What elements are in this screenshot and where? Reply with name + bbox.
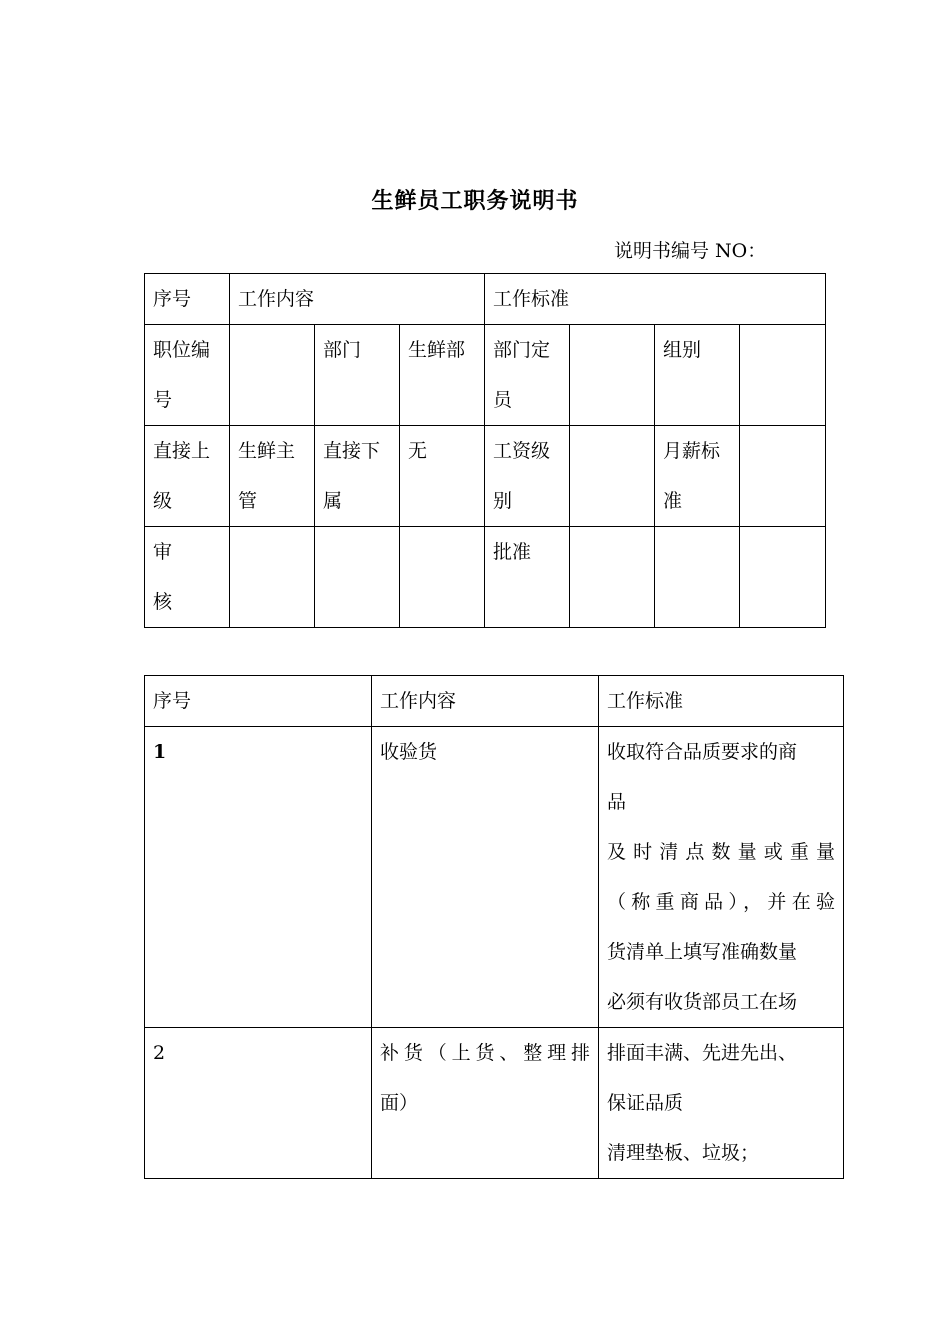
duty-standard: 排面丰满、先进先出、 保证品质 清理垫板、垃圾；	[599, 1028, 844, 1179]
t1-position-code-value	[230, 325, 315, 426]
t1-approval-value	[570, 527, 655, 628]
duty-content: 补货（上货、整理排 面）	[372, 1028, 599, 1179]
t1-supervisor-value: 生鲜主 管	[230, 426, 315, 527]
t1-salary-grade-value	[570, 426, 655, 527]
t1-department-label: 部门	[315, 325, 400, 426]
t1-salary-grade-label: 工资级 别	[485, 426, 570, 527]
duty-standard: 收取符合品质要求的商 品 及时清点数量或重量 （称重商品），并在验 货清单上填写准确数量 必须有收货部员工在场	[599, 727, 844, 1028]
duty-number: 2	[145, 1028, 372, 1179]
t1-header-standard: 工作标准	[485, 274, 826, 325]
document-title: 生鲜员工职务说明书	[371, 188, 579, 214]
t1-header-no: 序号	[145, 274, 230, 325]
t1-headcount-label: 部门定 员	[485, 325, 570, 426]
duty-number: 1	[145, 727, 372, 1028]
t1-header-content: 工作内容	[230, 274, 485, 325]
t1-group-label: 组别	[655, 325, 740, 426]
duty-content: 收验货	[372, 727, 599, 1028]
t1-review-label: 审 核	[145, 527, 230, 628]
t2-header-content: 工作内容	[372, 676, 599, 727]
t1-group-value	[740, 325, 826, 426]
doc-number-label: 说明书编号 NO：	[614, 240, 767, 262]
t2-header-no: 序号	[145, 676, 372, 727]
table-row	[145, 1028, 844, 1179]
duties-table	[144, 675, 844, 1179]
t1-approval-value-2	[655, 527, 740, 628]
t1-review-value-2	[315, 527, 400, 628]
job-info-table	[144, 273, 826, 628]
t1-approval-label: 批准	[485, 527, 570, 628]
t2-header-standard: 工作标准	[599, 676, 844, 727]
table-row	[145, 727, 844, 1028]
t1-review-value-3	[400, 527, 485, 628]
t1-position-code-label: 职位编 号	[145, 325, 230, 426]
t1-subordinate-label: 直接下 属	[315, 426, 400, 527]
t1-subordinate-value: 无	[400, 426, 485, 527]
t1-review-value	[230, 527, 315, 628]
t1-headcount-value	[570, 325, 655, 426]
t1-monthly-salary-value	[740, 426, 826, 527]
t1-monthly-salary-label: 月薪标 准	[655, 426, 740, 527]
t1-approval-value-3	[740, 527, 826, 628]
t1-department-value: 生鲜部	[400, 325, 485, 426]
t1-supervisor-label: 直接上 级	[145, 426, 230, 527]
